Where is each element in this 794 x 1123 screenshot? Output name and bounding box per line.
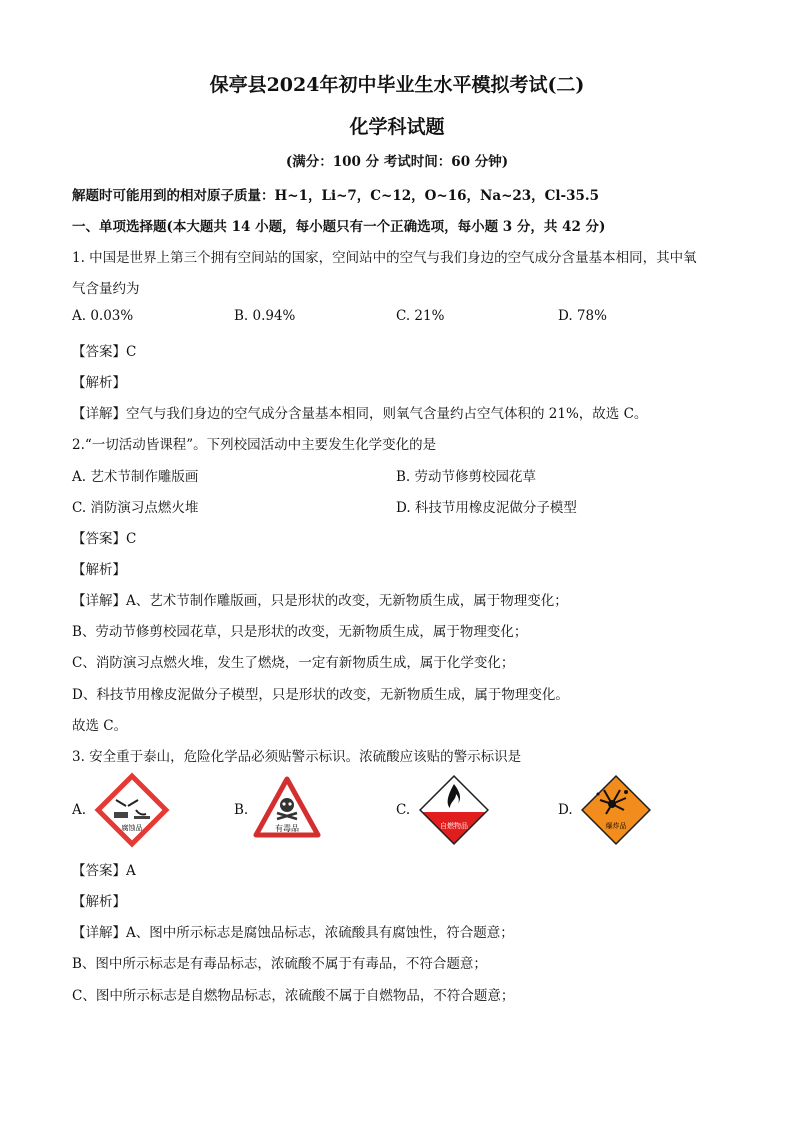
- toxic-sign-text: 有毒品: [275, 824, 299, 833]
- q2-detail-line: 【详解】A、艺术节制作雕版画，只是形状的改变，无新物质生成，属于物理变化；: [72, 593, 568, 609]
- q1-analysis: 【解析】: [72, 375, 126, 391]
- explosive-sign-icon: [576, 770, 656, 850]
- q2-conclusion: 故选 C。: [72, 718, 128, 734]
- q2-option-b: B. 劳动节修剪校园花草: [396, 469, 537, 485]
- q3-analysis: 【解析】: [72, 894, 126, 910]
- q2-option-a: A. 艺术节制作雕版画: [72, 469, 199, 485]
- q2-detail-line: C、消防演习点燃火堆，发生了燃烧，一定有新物质生成，属于化学变化；: [72, 655, 515, 671]
- q3-detail-line: 【详解】A、图中所示标志是腐蚀品标志，浓硫酸具有腐蚀性，符合题意；: [72, 925, 514, 941]
- corrosive-sign-text: 腐蚀品: [121, 824, 143, 832]
- exam-info: (满分：100 分 考试时间：60 分钟): [285, 154, 509, 170]
- corrosive-sign-icon: [92, 770, 172, 850]
- q2-answer: 【答案】C: [72, 531, 137, 547]
- q1-answer: 【答案】C: [72, 344, 137, 360]
- q2-analysis: 【解析】: [72, 562, 126, 578]
- q3-detail-line: C、图中所示标志是自燃物品标志，浓硫酸不属于自燃物品，不符合题意；: [72, 988, 515, 1004]
- explosive-sign-text: 爆炸品: [605, 822, 627, 830]
- q3-option-b-label: B.: [234, 802, 249, 818]
- q3-detail-line: B、图中所示标志是有毒品标志，浓硫酸不属于有毒品，不符合题意；: [72, 956, 487, 972]
- q1-option-d: D. 78%: [558, 308, 607, 324]
- subject-title: 化学科试题: [349, 116, 445, 138]
- q2-detail-line: B、劳动节修剪校园花草，只是形状的改变，无新物质生成，属于物理变化；: [72, 624, 528, 640]
- q1-detail: 【详解】空气与我们身边的空气成分含量基本相同，则氧气含量约占空气体积的 21%，故选 C。: [72, 406, 648, 422]
- toxic-sign-icon: [252, 775, 322, 839]
- flammable-sign-text: 自燃物品: [440, 822, 468, 830]
- q1-option-b: B. 0.94%: [234, 308, 296, 324]
- q1-option-a: A. 0.03%: [72, 308, 134, 324]
- atomic-masses: 解题时可能用到的相对原子质量：H~1，Li~7，C~12，O~16，Na~23，Cl-35.5: [72, 188, 600, 204]
- q1-stem-line2: 气含量约为: [72, 281, 140, 297]
- q3-stem: 3. 安全重于泰山，危险化学品必须贴警示标识。浓硫酸应该贴的警示标识是: [72, 749, 522, 765]
- q3-option-c-label: C.: [396, 802, 411, 818]
- q3-option-d-label: D.: [558, 802, 573, 818]
- q3-option-a-label: A.: [72, 802, 87, 818]
- q2-detail-line: D、科技节用橡皮泥做分子模型，只是形状的改变，无新物质生成，属于物理变化。: [72, 687, 569, 703]
- q1-option-c: C. 21%: [396, 308, 445, 324]
- q2-option-d: D. 科技节用橡皮泥做分子模型: [396, 500, 577, 516]
- q2-stem: 2.“一切活动皆课程”。下列校园活动中主要发生化学变化的是: [72, 437, 437, 453]
- q2-option-c: C. 消防演习点燃火堆: [72, 500, 199, 516]
- exam-title: 保亭县2024年初中毕业生水平模拟考试(二): [209, 74, 585, 96]
- q3-answer: 【答案】A: [72, 863, 136, 879]
- section-heading: 一、单项选择题(本大题共 14 小题，每小题只有一个正确选项，每小题 3 分，共 42 分): [72, 219, 606, 235]
- flammable-sign-icon: [414, 770, 494, 850]
- q1-stem-line1: 1. 中国是世界上第三个拥有空间站的国家，空间站中的空气与我们身边的空气成分含量基本相同，其中氧: [72, 250, 697, 266]
